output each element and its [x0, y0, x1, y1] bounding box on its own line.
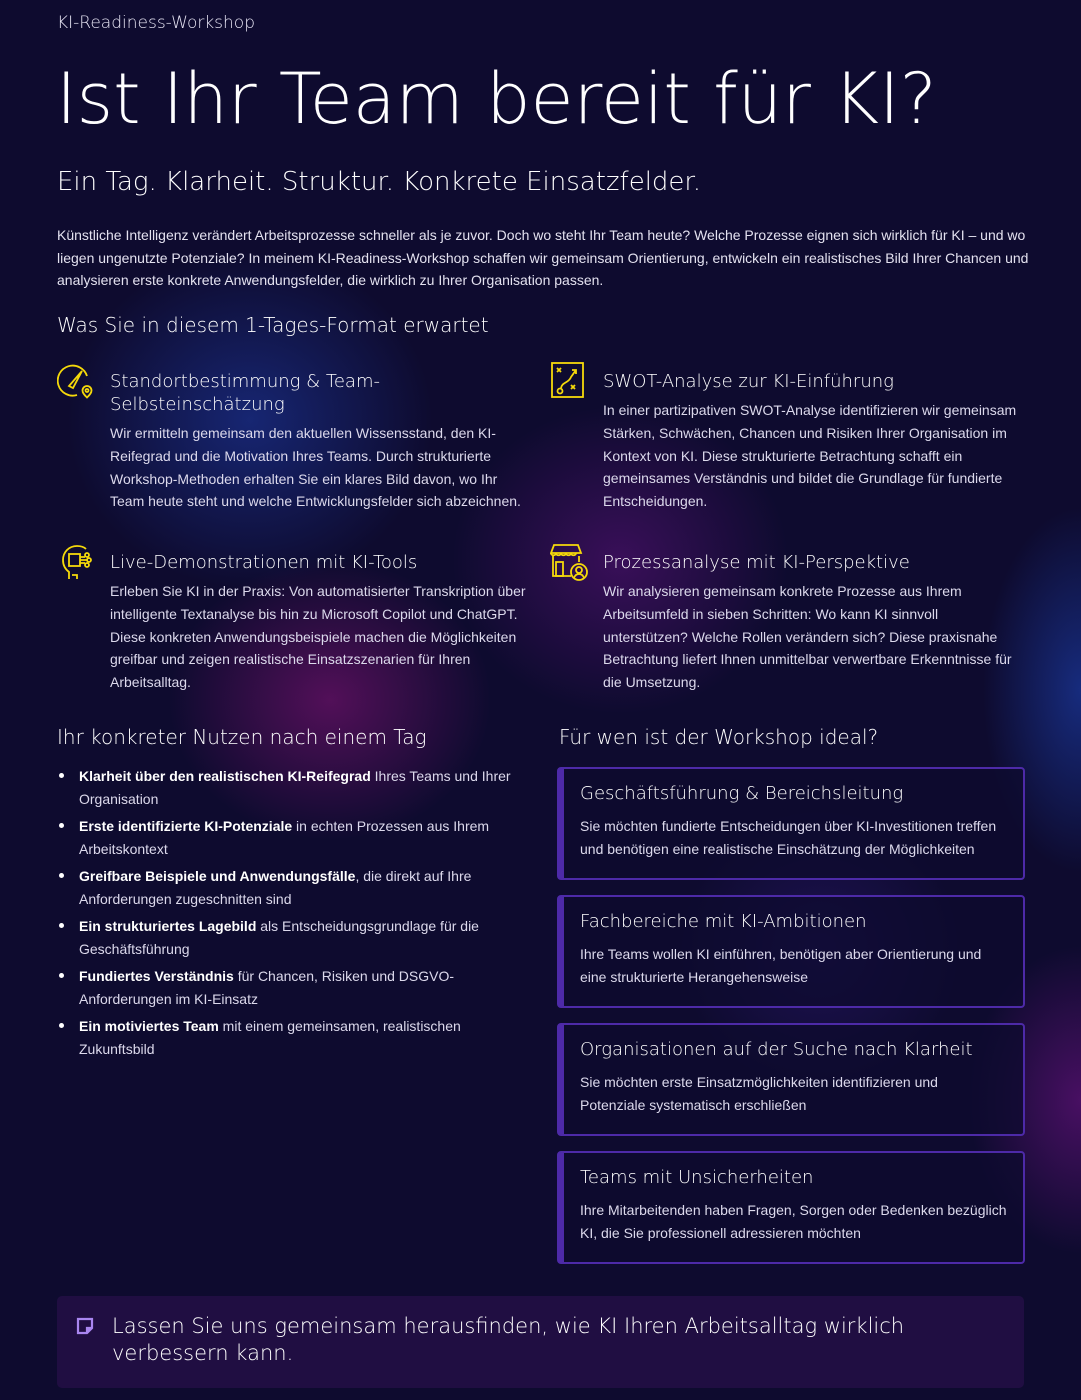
- store-user-icon: [550, 543, 588, 581]
- feature-item: [550, 543, 1020, 694]
- benefit-bold: Klarheit über den realistischen KI-Reifegrad: [79, 768, 371, 784]
- benefit-bold: Fundiertes Verständnis: [79, 968, 234, 984]
- card-text: Sie möchten erste Einsatzmöglichkeiten identifizieren und Potenziale systematisch erschließen: [580, 1074, 938, 1113]
- benefits-list: [57, 765, 517, 1065]
- list-item: [57, 815, 517, 860]
- audience-card: [557, 1151, 1025, 1264]
- feature-text: Wir ermitteln gemeinsam den aktuellen Wissensstand, den KI-Reifegrad und die Motivation Ihres Teams. Durch strukturierte Workshop-Methoden erhalten Sie ein klares Bild davon, wo Ihr Team heute steht und welche Entwicklungsfelder sich abzeichnen.: [110, 425, 521, 510]
- feature-text: Erleben Sie KI in der Praxis: Von automatisierter Transkription über intelligente Textanalyse bis hin zu Microsoft Copilot und ChatGPT. Diese konkreten Anwendungsbeispiele machen die Möglichkeiten greifbar und zeigen realistische Einsatzszenarien für Ihren Arbeitsalltag.: [110, 583, 526, 691]
- benefit-bold: Greifbare Beispiele und Anwendungsfälle: [79, 868, 356, 884]
- compass-location-icon: [57, 362, 95, 400]
- eyebrow-label: KI-Readiness-Workshop: [57, 13, 255, 33]
- audience-heading: Für wen ist der Workshop ideal?: [559, 725, 879, 749]
- benefit-text: als Entscheidungsgrundlage für die Geschäftsführung: [79, 918, 479, 957]
- benefit-text: für Chancen, Risiken und DSGVO-Anforderungen im KI-Einsatz: [79, 968, 455, 1007]
- benefit-text: mit einem gemeinsamen, realistischen Zukunftsbild: [79, 1018, 461, 1057]
- feature-title: Live-Demonstrationen mit KI-Tools: [110, 552, 418, 573]
- strategy-board-icon: [550, 362, 588, 400]
- ai-head-icon: [57, 543, 95, 581]
- card-title: Organisationen auf der Suche nach Klarheit: [580, 1039, 973, 1060]
- benefit-bold: Ein motiviertes Team: [79, 1018, 219, 1034]
- features-heading: Was Sie in diesem 1-Tages-Format erwartet: [57, 313, 489, 337]
- benefits-heading: Ihr konkreter Nutzen nach einem Tag: [57, 725, 427, 749]
- card-text: Ihre Teams wollen KI einführen, benötigen aber Orientierung und eine strukturierte Herangehensweise: [580, 946, 982, 985]
- feature-title: Standortbestimmung & Team-Selbsteinschätzung: [110, 371, 380, 415]
- list-item: [57, 1015, 517, 1060]
- audience-card: [557, 767, 1025, 880]
- feature-item: [550, 362, 1020, 513]
- benefit-text: in echten Prozessen aus Ihrem Arbeitskontext: [79, 818, 490, 857]
- benefit-bold: Erste identifizierte KI-Potenziale: [79, 818, 293, 834]
- card-text: Ihre Mitarbeitenden haben Fragen, Sorgen oder Bedenken bezüglich KI, die Sie professionell adressieren möchten: [580, 1202, 1007, 1241]
- note-icon: [75, 1316, 95, 1336]
- card-title: Teams mit Unsicherheiten: [580, 1167, 814, 1188]
- feature-item: [57, 362, 527, 513]
- feature-item: [57, 543, 527, 694]
- feature-title: Prozessanalyse mit KI-Perspektive: [603, 552, 910, 573]
- call-to-action-callout: [57, 1296, 1024, 1388]
- intro-paragraph: Künstliche Intelligenz verändert Arbeitsprozesse schneller als je zuvor. Doch wo steht Ihr Team heute? Welche Prozesse eignen sich wirklich für KI – und wo liegen ungenutzte Potenziale? In meinem KI-Readiness-Workshop schaffen wir gemeinsam Orientierung, entwickeln ein realistisches Bild Ihrer Chancen und analysieren erste konkrete Anwendungsfelder, die wirklich zu Ihrer Organisation passen.: [57, 227, 1029, 288]
- list-item: [57, 915, 517, 960]
- page-subtitle: Ein Tag. Klarheit. Struktur. Konkrete Einsatzfelder.: [57, 167, 701, 197]
- card-title: Geschäftsführung & Bereichsleitung: [580, 783, 904, 804]
- list-item: [57, 865, 517, 910]
- audience-card: [557, 895, 1025, 1008]
- feature-text: In einer partizipativen SWOT-Analyse identifizieren wir gemeinsam Stärken, Schwächen, Chancen und Risiken Ihrer Organisation im Kontext von KI. Diese strukturierte Betrachtung schafft ein gemeinsames Verständnis und bildet die Grundlage für fundierte Entscheidungen.: [603, 402, 1017, 510]
- benefit-text: , die direkt auf Ihre Anforderungen zugeschnitten sind: [79, 868, 472, 907]
- list-item: [57, 765, 517, 810]
- feature-title: SWOT-Analyse zur KI-Einführung: [603, 371, 894, 392]
- cta-text: Lassen Sie uns gemeinsam herausfinden, wie KI Ihren Arbeitsalltag wirklich verbessern kann.: [112, 1314, 905, 1365]
- audience-card: [557, 1023, 1025, 1136]
- list-item: [57, 965, 517, 1010]
- card-text: Sie möchten fundierte Entscheidungen über KI-Investitionen treffen und benötigen eine realistische Einschätzung der Möglichkeiten: [580, 818, 997, 857]
- page-title: Ist Ihr Team bereit für KI?: [56, 58, 937, 140]
- benefit-text: Ihres Teams und Ihrer Organisation: [79, 768, 511, 807]
- feature-text: Wir analysieren gemeinsam konkrete Prozesse aus Ihrem Arbeitsumfeld in sieben Schritten: Wo kann KI sinnvoll unterstützen? Welche Rollen verändern sich? Diese praxisnahe Betrachtung liefert Ihnen unmittelbar verwertbare Erkenntnisse für die Umsetzung.: [603, 583, 1012, 691]
- benefit-bold: Ein strukturiertes Lagebild: [79, 918, 257, 934]
- card-title: Fachbereiche mit KI-Ambitionen: [580, 911, 867, 932]
